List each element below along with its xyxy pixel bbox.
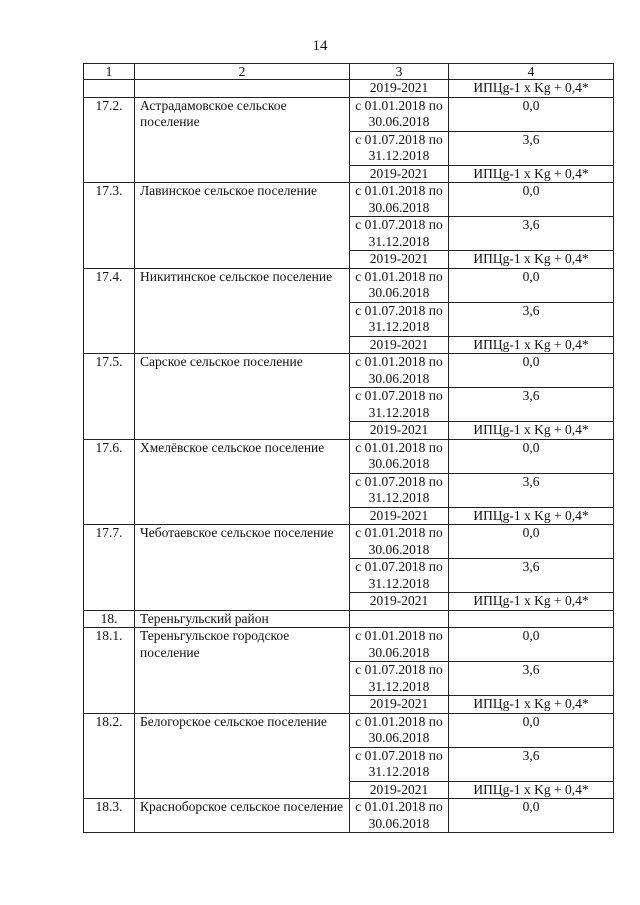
period-cell: с 01.01.2018 по 30.06.2018 xyxy=(350,628,449,662)
value-cell: 0,0 xyxy=(449,439,614,473)
entry-name: Тереньгульское городское поселение xyxy=(135,628,350,714)
period-cell xyxy=(350,610,449,628)
period-cell: с 01.01.2018 по 30.06.2018 xyxy=(350,799,449,833)
period-cell: с 01.01.2018 по 30.06.2018 xyxy=(350,183,449,217)
period-cell: с 01.07.2018 по 31.12.2018 xyxy=(350,747,449,781)
cont-num xyxy=(84,80,135,98)
entry-number: 18.1. xyxy=(84,628,135,714)
table-row xyxy=(84,610,614,628)
entry-name: Никитинское сельское поселение xyxy=(135,268,350,354)
value-cell: 0,0 xyxy=(449,97,614,131)
period-cell: с 01.01.2018 по 30.06.2018 xyxy=(350,525,449,559)
entry-number: 17.2. xyxy=(84,97,135,183)
value-cell: 0,0 xyxy=(449,799,614,833)
value-cell: 3,6 xyxy=(449,217,614,251)
period-cell: 2019-2021 xyxy=(350,422,449,440)
period-cell: с 01.01.2018 по 30.06.2018 xyxy=(350,268,449,302)
value-cell: ИПЦg-1 x Kg + 0,4* xyxy=(449,422,614,440)
entry-number: 18. xyxy=(84,610,135,628)
table-row xyxy=(84,525,614,559)
value-cell: 3,6 xyxy=(449,302,614,336)
value-cell xyxy=(449,610,614,628)
value-cell: 3,6 xyxy=(449,131,614,165)
period-cell: 2019-2021 xyxy=(350,336,449,354)
entry-name: Хмелёвское сельское поселение xyxy=(135,439,350,525)
period-cell: с 01.01.2018 по 30.06.2018 xyxy=(350,713,449,747)
table-row xyxy=(84,628,614,662)
value-cell: ИПЦg-1 x Kg + 0,4* xyxy=(449,593,614,611)
entry-number: 17.4. xyxy=(84,268,135,354)
header-col-4: 4 xyxy=(449,64,614,80)
cont-name xyxy=(135,80,350,98)
period-cell: с 01.07.2018 по 31.12.2018 xyxy=(350,217,449,251)
period-cell: 2019-2021 xyxy=(350,251,449,269)
value-cell: ИПЦg-1 x Kg + 0,4* xyxy=(449,165,614,183)
period-cell: с 01.01.2018 по 30.06.2018 xyxy=(350,439,449,473)
table-row xyxy=(84,713,614,747)
period-cell: 2019-2021 xyxy=(350,593,449,611)
value-cell: 3,6 xyxy=(449,473,614,507)
entry-name: Белогорское сельское поселение xyxy=(135,713,350,799)
value-cell: ИПЦg-1 x Kg + 0,4* xyxy=(449,336,614,354)
page-number: 14 xyxy=(312,38,328,54)
entry-name: Чеботаевское сельское поселение xyxy=(135,525,350,611)
period-cell: с 01.07.2018 по 31.12.2018 xyxy=(350,388,449,422)
cont-period: 2019-2021 xyxy=(350,80,449,98)
entry-number: 18.3. xyxy=(84,799,135,833)
value-cell: 3,6 xyxy=(449,559,614,593)
period-cell: 2019-2021 xyxy=(350,507,449,525)
period-cell: 2019-2021 xyxy=(350,165,449,183)
table-row xyxy=(84,268,614,302)
period-cell: с 01.01.2018 по 30.06.2018 xyxy=(350,354,449,388)
table-row xyxy=(84,799,614,833)
period-cell: с 01.07.2018 по 31.12.2018 xyxy=(350,302,449,336)
table-row xyxy=(84,183,614,217)
value-cell: 0,0 xyxy=(449,628,614,662)
entry-name: Астрадамовское сельское поселение xyxy=(135,97,350,183)
entry-number: 17.5. xyxy=(84,354,135,440)
value-cell: 3,6 xyxy=(449,388,614,422)
period-cell: 2019-2021 xyxy=(350,781,449,799)
cont-value: ИПЦg-1 x Kg + 0,4* xyxy=(449,80,614,98)
period-cell: с 01.07.2018 по 31.12.2018 xyxy=(350,131,449,165)
value-cell: 3,6 xyxy=(449,747,614,781)
value-cell: 0,0 xyxy=(449,268,614,302)
entry-name: Сарское сельское поселение xyxy=(135,354,350,440)
value-cell: 0,0 xyxy=(449,525,614,559)
value-cell: 0,0 xyxy=(449,183,614,217)
header-col-1: 1 xyxy=(84,64,135,80)
period-cell: с 01.07.2018 по 31.12.2018 xyxy=(350,662,449,696)
value-cell: ИПЦg-1 x Kg + 0,4* xyxy=(449,251,614,269)
period-cell: 2019-2021 xyxy=(350,696,449,714)
tariff-table xyxy=(83,63,614,833)
entry-number: 17.3. xyxy=(84,183,135,269)
period-cell: с 01.07.2018 по 31.12.2018 xyxy=(350,559,449,593)
table-row xyxy=(84,439,614,473)
entry-number: 17.7. xyxy=(84,525,135,611)
value-cell: 0,0 xyxy=(449,713,614,747)
table-row xyxy=(84,97,614,131)
entry-number: 17.6. xyxy=(84,439,135,525)
entry-name: Красноборское сельское поселение xyxy=(135,799,350,833)
entry-name: Лавинское сельское поселение xyxy=(135,183,350,269)
continuation-row xyxy=(84,80,614,98)
value-cell: 3,6 xyxy=(449,662,614,696)
value-cell: 0,0 xyxy=(449,354,614,388)
header-col-3: 3 xyxy=(350,64,449,80)
entry-number: 18.2. xyxy=(84,713,135,799)
header-col-2: 2 xyxy=(135,64,350,80)
period-cell: с 01.07.2018 по 31.12.2018 xyxy=(350,473,449,507)
header-row xyxy=(84,64,614,80)
value-cell: ИПЦg-1 x Kg + 0,4* xyxy=(449,696,614,714)
value-cell: ИПЦg-1 x Kg + 0,4* xyxy=(449,781,614,799)
table-row xyxy=(84,354,614,388)
period-cell: с 01.01.2018 по 30.06.2018 xyxy=(350,97,449,131)
entry-name: Тереньгульский район xyxy=(135,610,350,628)
value-cell: ИПЦg-1 x Kg + 0,4* xyxy=(449,507,614,525)
